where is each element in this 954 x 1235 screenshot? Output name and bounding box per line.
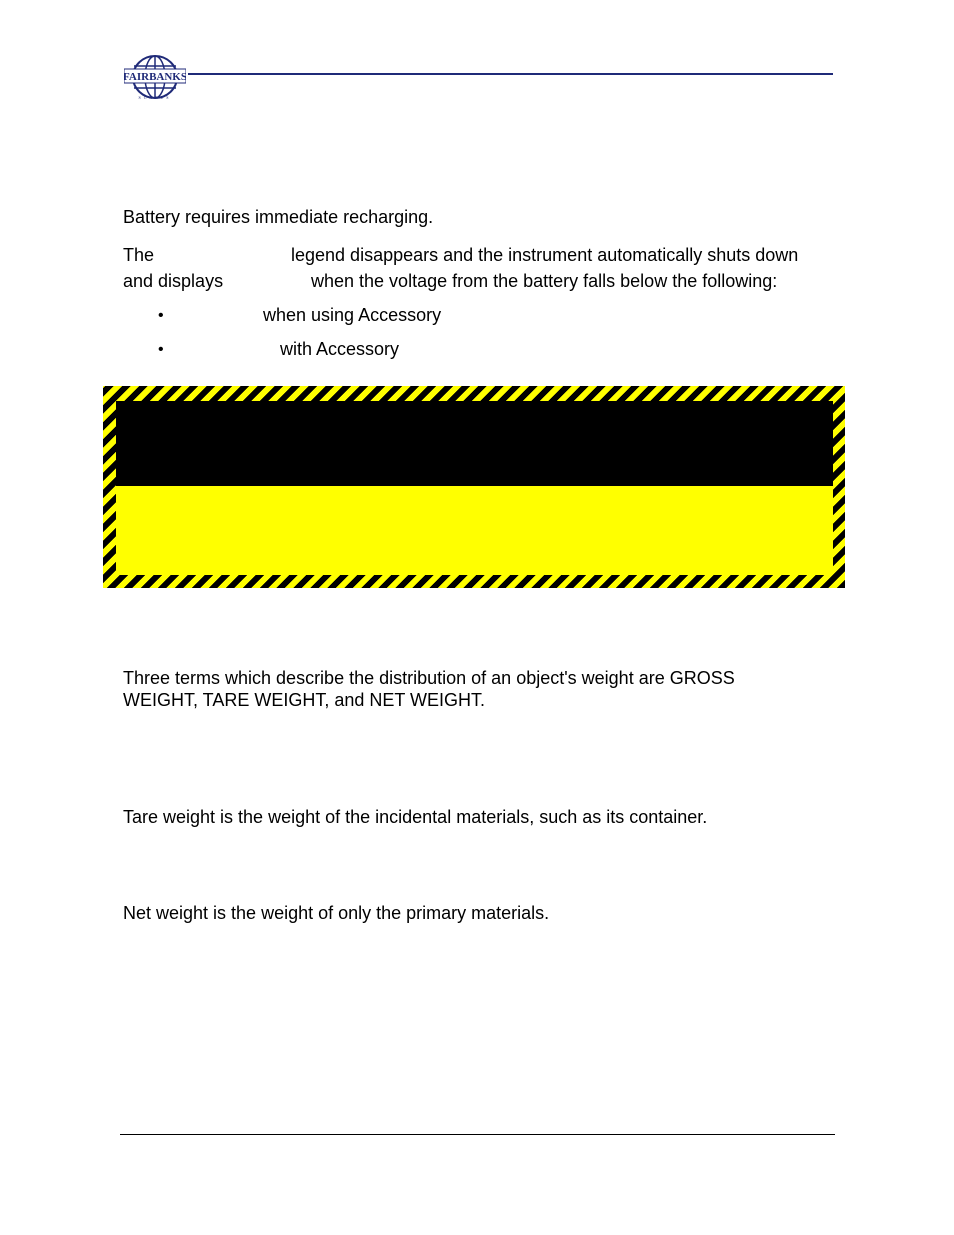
battery-paragraph-displays: and displays: [123, 271, 224, 291]
battery-paragraph-legend: legend disappears and the instrument automatically shuts down: [291, 245, 799, 265]
bullet-marker: •: [158, 341, 164, 358]
fairbanks-logo: [124, 54, 186, 100]
bullet-item-accessory-with: with Accessory: [280, 339, 400, 359]
bullet-item-accessory-using: when using Accessory: [263, 305, 442, 325]
weights-intro-line-2: WEIGHT, TARE WEIGHT, and NET WEIGHT.: [123, 690, 486, 710]
tare-weight-text: Tare weight is the weight of the incidental materials, such as its container.: [123, 807, 708, 827]
hazard-warning-header: [116, 401, 833, 486]
weights-intro-line-1: Three terms which describe the distribution of an object's weight are GROSS: [123, 668, 735, 688]
hazard-warning-body: [116, 486, 833, 575]
bullet-marker: •: [158, 307, 164, 324]
header-rule: [188, 73, 833, 75]
battery-paragraph-voltage: when the voltage from the battery falls below the following:: [311, 271, 778, 291]
logo-subtext: SCALES: [138, 95, 172, 100]
net-weight-text: Net weight is the weight of only the primary materials.: [123, 903, 550, 923]
footer-rule: [120, 1134, 835, 1135]
logo-wordmark: FAIRBANKS: [124, 71, 186, 83]
battery-paragraph-the: The: [123, 245, 155, 265]
battery-recharge-text: Battery requires immediate recharging.: [123, 207, 434, 227]
